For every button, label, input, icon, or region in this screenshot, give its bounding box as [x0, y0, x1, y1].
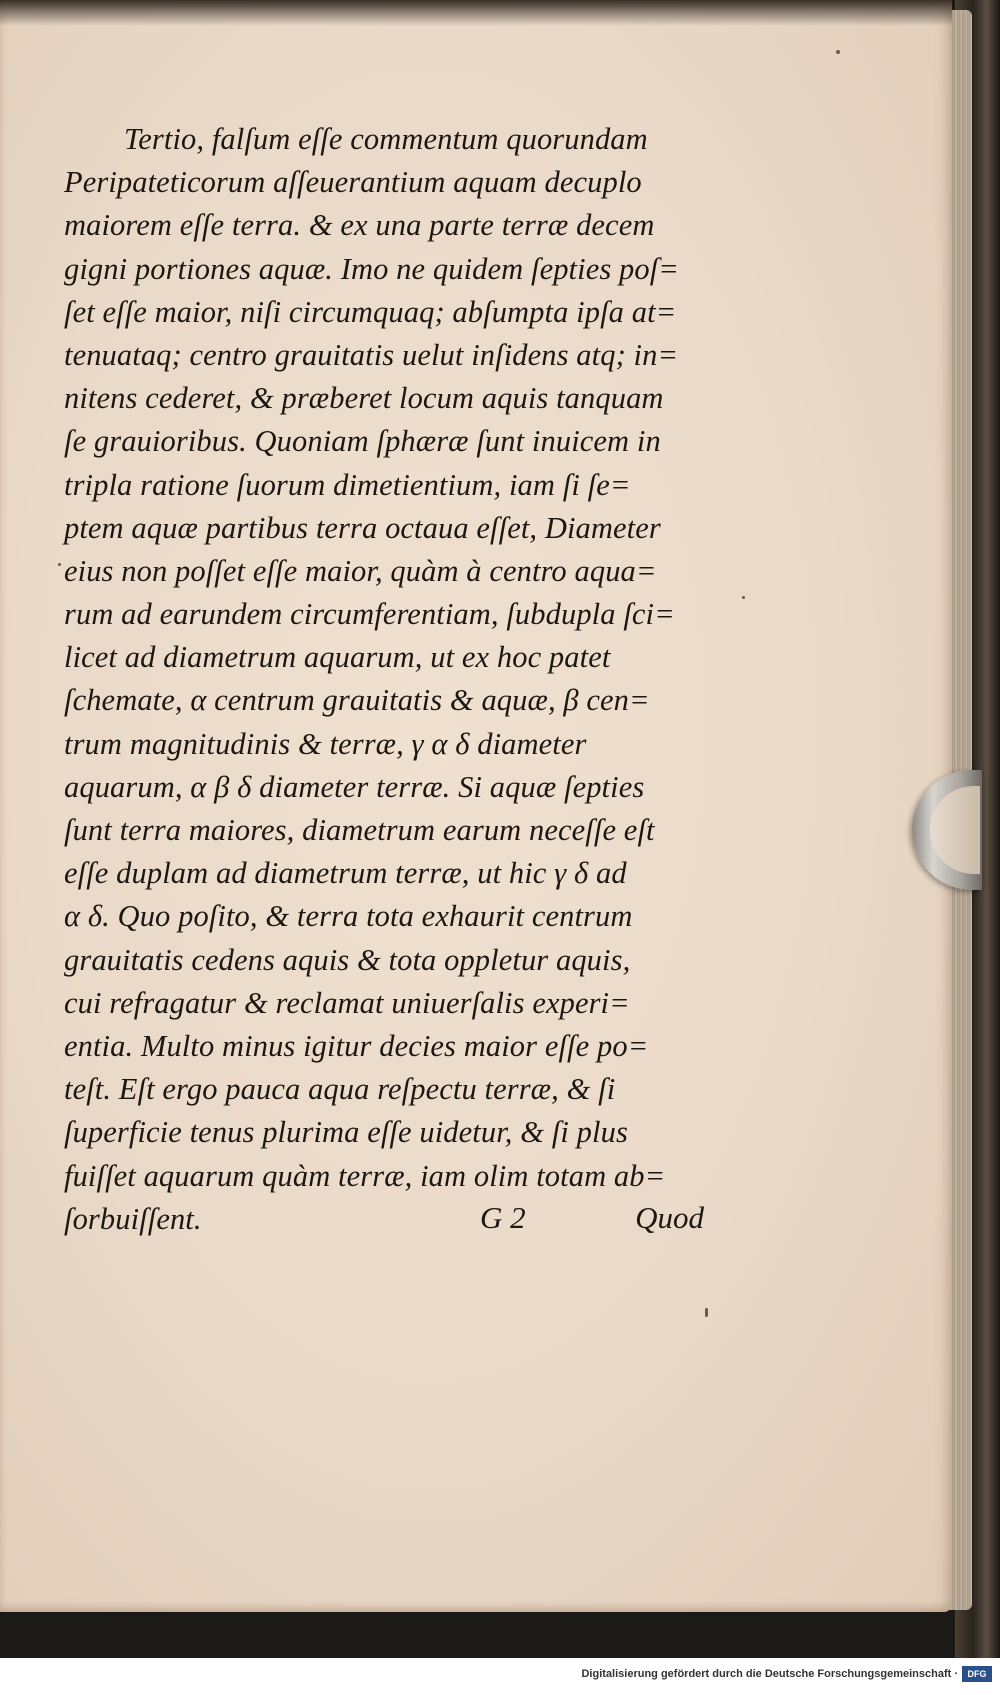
- text-line: licet ad diametrum aquarum, ut ex hoc patet: [64, 640, 611, 675]
- text-line: eſſe duplam ad diametrum terræ, ut hic γ δ ad: [64, 856, 627, 891]
- signature-mark: G 2: [480, 1200, 526, 1235]
- text-line: ſuperficie tenus plurima eſſe uidetur, & ſi plus: [64, 1115, 628, 1150]
- ink-speck: [742, 596, 745, 599]
- text-line: entia. Multo minus igitur decies maior eſſe po=: [64, 1028, 649, 1063]
- ink-speck: [58, 563, 61, 566]
- page-footer-line: [480, 1200, 704, 1244]
- text-line: ſorbuiſſent.: [64, 1201, 202, 1236]
- text-line: fuiſſet aquarum quàm terræ, iam olim totam ab=: [64, 1158, 666, 1193]
- text-line: ſunt terra maiores, diametrum earum neceſſe eſt: [64, 813, 655, 847]
- text-line: ſchemate, α centrum grauitatis & aquæ, β cen=: [64, 683, 650, 718]
- text-line: maiorem eſſe terra. & ex una parte terræ decem: [64, 208, 655, 243]
- text-line: cui refragatur & reclamat uniuerſalis experi=: [64, 985, 630, 1020]
- text-line: nitens cederet, & præberet locum aquis tanquam: [64, 381, 664, 416]
- text-line: rum ad earundem circumferentiam, ſubdupla ſci=: [64, 597, 675, 632]
- digitization-credit: Digitalisierung gefördert durch die Deutsche Forschungsgemeinschaft ·: [581, 1668, 958, 1680]
- text-line: Peripateticorum aſſeuerantium aquam decuplo: [64, 165, 642, 200]
- dfg-logo: DFG: [962, 1666, 992, 1682]
- text-line: eius non poſſet eſſe maior, quàm à centro aqua=: [64, 553, 657, 588]
- text-line: ſet eſſe maior, niſi circumquaq; abſumpta ipſa at=: [64, 294, 677, 329]
- text-line: α δ. Quo poſito, & terra tota exhaurit centrum: [64, 899, 633, 934]
- text-line: ptem aquæ partibus terra octaua eſſet, Diameter: [64, 510, 661, 545]
- ink-speck: [836, 50, 840, 54]
- catchword: Quod: [635, 1200, 704, 1235]
- text-line: Tertio, falſum eſſe commentum quorundam: [124, 122, 648, 156]
- text-line: aquarum, α β δ diameter terræ. Si aquæ ſepties: [64, 769, 645, 804]
- body-text: [64, 118, 704, 1241]
- text-line: gigni portiones aquæ. Imo ne quidem ſepties poſ=: [64, 251, 679, 286]
- text-line: grauitatis cedens aquis & tota oppletur aquis,: [64, 942, 631, 977]
- text-line: teſt. Eſt ergo pauca aqua reſpectu terræ, & ſi: [64, 1072, 616, 1107]
- text-line: trum magnitudinis & terræ, γ α δ diameter: [64, 726, 587, 761]
- text-line: ſe grauioribus. Quoniam ſphæræ ſunt inuicem in: [64, 424, 661, 459]
- ink-speck: [705, 1308, 708, 1317]
- text-line: tripla ratione ſuorum dimetientium, iam ſi ſe=: [64, 467, 631, 502]
- text-line: tenuataq; centro grauitatis uelut inſidens atq; in=: [64, 337, 679, 372]
- page-top-shadow: [0, 0, 952, 26]
